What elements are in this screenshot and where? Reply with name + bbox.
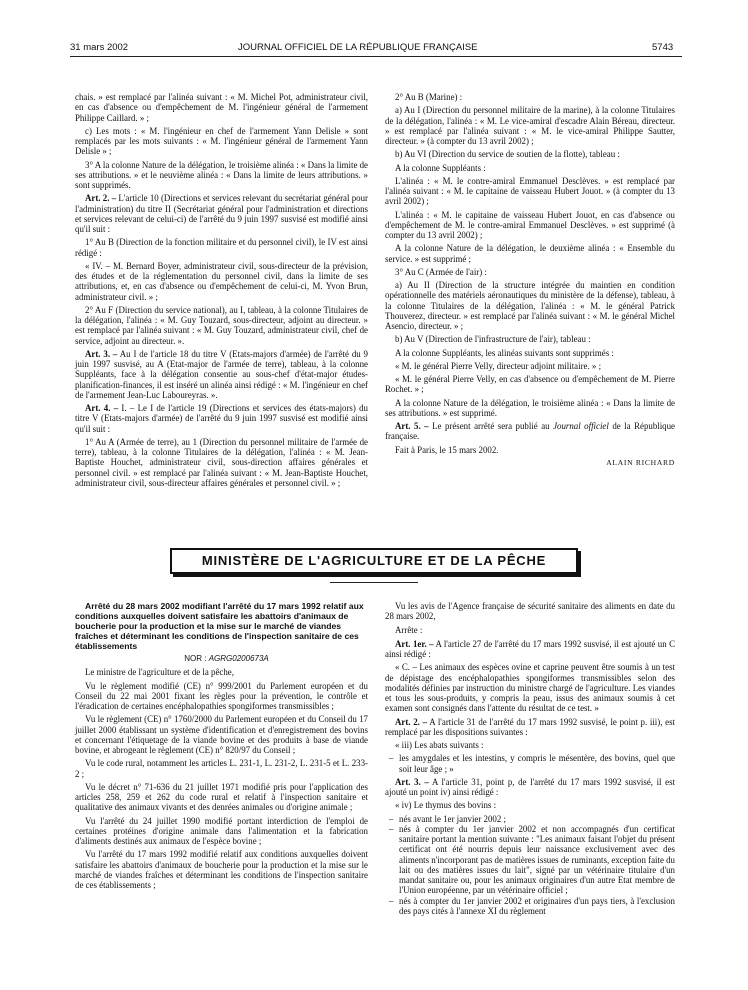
article-text: Au I de l'article 18 du titre V (Etats-majors d'armée) de l'arrêté du 9 juin 1997 susvisé, au A (Etat-major de l'armée de terre), tableau, à la colonne Suppléants, face à la délégation consentie au sous-chef d'état-major études-planification-finances, il est inséré un alinéa ainsi rédigé : « M. l'ingénieur en chef de l'armement Jean-Luc Laboureyras. ». [75,348,368,400]
paragraph: 3° Au C (Armée de l'air) : [395,266,487,277]
article-label: Art. 3. – [85,348,118,359]
paragraph: b) Au V (Direction de l'infrastructure de l'air), tableau : [395,334,591,345]
article-1 [385,639,675,660]
nor-code: AGRG0200673A [208,654,269,663]
article-text: A l'article 31 de l'arrêté du 17 mars 1992 susvisé, le point p. iii), est remplacé par les dispositions suivantes : [385,716,675,737]
article-2 [75,193,368,234]
page-header [0,42,748,56]
paragraph: c) Les mots : « M. l'ingénieur en chef de l'armement Yann Delisle » sont remplacés par les mots suivants : « M. l'ingénieur général de l'armement Yann Delisle » ; [75,125,368,157]
paragraph: Vu le règlement (CE) n° 1760/2000 du Parlement européen et du Conseil du 17 juillet 2000 établissant un système d'identification et d'enregistrement des bovins et concernant l'étiquetage de la viande bovine et des produits à base de viande bovine, et abrogeant le règlement (CE) n° 820/97 du Conseil ; [75,714,368,755]
paragraph: 1° Au B (Direction de la fonction militaire et du personnel civil), le IV est ainsi rédigé : [75,237,368,258]
paragraph: Vu l'arrêté du 24 juillet 1990 modifié portant interdiction de l'emploi de certaines protéines d'origine animale dans l'alimentation et la fabrication d'aliments destinés aux animaux de l'espèce bovine ; [75,815,368,846]
paragraph: chais. » est remplacé par l'alinéa suivant : « M. Michel Pot, administrateur civil, en cas d'absence ou d'empêchement de M. l'ingénieur général de l'armement Philippe Caillard. » ; [75,92,368,123]
header-date: 31 mars 2002 [70,42,129,53]
article-label: Art. 3. – [395,776,429,787]
right-column-top [385,92,675,471]
paragraph: « M. le général Pierre Velly, directeur adjoint militaire. » ; [395,360,602,371]
nor-label: NOR : [184,654,209,663]
paragraph: 3° A la colonne Nature de la délégation, le troisième alinéa : « Dans la limite de ses attributions. » et le neuvième alinéa : « Dans la limite de leurs attributions. » sont supprimés. [75,159,368,190]
paragraph: Vu le décret n° 71-636 du 21 juillet 1971 modifié pris pour l'application des articles 258, 259 et 262 du code rural et relatif à l'inspection sanitaire et qualitative des animaux vivants et des denrées animales ou d'origine animale ; [75,781,368,813]
article-3 [75,349,368,400]
left-column-top [75,92,368,491]
article-text: A l'article 31, point p, de l'arrêté du 17 mars 1992 susvisé, il est ajouté un point iv) ainsi rédigé : [385,776,675,797]
paragraph: A la colonne Suppléants, les alinéas suivants sont supprimés : [395,347,614,358]
paragraph: Vu l'arrêté du 17 mars 1992 modifié relatif aux conditions auxquelles doivent satisfaire les abattoirs d'animaux de boucherie pour la production et la mise sur le marché de viandes fraîches et déterminant les conditions de l'inspection sanitaire de ces établissements ; [75,849,368,890]
paragraph: Vu le règlement modifié (CE) n° 999/2001 du Parlement européen et du Conseil du 22 mai 2001 fixant les règles pour la prévention, le contrôle et l'éradication de certaines encéphalopathies spongiformes transmissibles ; [75,680,368,711]
article-label: Art. 1er. – [395,638,434,649]
article-5 [385,421,675,442]
journal-name: Journal officiel [553,421,609,431]
left-column-bottom [75,601,368,893]
paragraph: Le ministre de l'agriculture et de la pêche, [85,667,234,678]
paragraph: « C. – Les animaux des espèces ovine et caprine peuvent être soumis à un test de dépistage des encéphalopathies spongiformes transmissibles selon des modalités définies par instruction du ministre chargé de l'agriculture. Les viandes et tous les sous-produits, y compris la peau, issus des animaux soumis à cet examen sont consignés dans l'attente du résultat de ce test. » [385,662,675,714]
paragraph: a) Au II (Direction de la structure intégrée du maintien en condition opérationnelle des matériels aéronautiques du ministère de la défense), tableau, à la colonne Titulaires de la délégation, l'alinéa : « M. le général Patrick Thouverez, directeur. » est remplacé par l'alinéa suivant : « M. le général Michel Asencio, directeur. » ; [385,280,675,331]
article-3 [385,777,675,798]
paragraph: A la colonne Suppléants : [395,162,486,173]
paragraph: b) Au VI (Direction du service de soutien de la flotte), tableau : [395,149,620,160]
list-item: – nés avant le 1er janvier 2002 ; [387,814,675,824]
header-page-number: 5743 [652,42,674,53]
article-label: Art. 5. – [395,421,429,431]
header-rule [70,56,682,57]
paragraph: « iii) Les abats suivants : [395,740,484,750]
section-rule [330,582,418,583]
paragraph: L'alinéa : « M. le capitaine de vaisseau Hubert Jouot, en cas d'absence ou d'empêchement de M. le contre-amiral Emmanuel Desclèves. » est supprimé (à compter du 13 avril 2002) ; [385,209,675,240]
paragraph: 2° Au B (Marine) : [395,92,463,102]
signature: ALAIN RICHARD [606,457,675,467]
list-item: – nés à compter du 1er janvier 2002 et non accompagnés d'un certificat sanitaire portant la mention suivante : "Les animaux faisant l'objet du présent certificat ont été nourris depuis leur naissance exclusivement avec des aliments n'incorporant pas de matières issues de ruminants, exception faite du lait ou des matières issues du lait", signé par un vétérinaire titulaire d'un mandat sanitaire ou, pour les animaux originaires d'un autre Etat membre de l'Union européenne, par un vétérinaire officiel ; [387,824,675,896]
paragraph: Vu le code rural, notamment les articles L. 231-1, L. 231-2, L. 231-5 et L. 233-2 ; [75,758,368,779]
article-4 [75,403,368,434]
ministry-banner: MINISTÈRE DE L'AGRICULTURE ET DE LA PÊCHE [170,548,578,574]
list-item: – nés à compter du 1er janvier 2002 et originaires d'un pays tiers, à l'exclusion des pays cités à l'annexe XI du règlement [387,896,675,917]
article-label: Art. 2. – [395,716,428,727]
article-label: Art. 2. – [85,193,117,204]
header-journal-title: JOURNAL OFFICIEL DE LA RÉPUBLIQUE FRANÇAISE [238,42,478,53]
paragraph: a) Au I (Direction du personnel militaire de la marine), à la colonne Titulaires de la délégation, l'alinéa : « M. Le vice-amiral d'escadre Alain Béreau, directeur. » est remplacé par l'alinéa suivant : « M. le vice-amiral Philippe Sautter, directeur. » (à compter du 13 avril 2002) ; [385,105,675,146]
article-2 [385,717,675,738]
list [385,814,675,917]
paragraph: 1° Au A (Armée de terre), au 1 (Direction du personnel militaire de l'armée de terre), tableau, à la colonne Titulaires de la délégation, l'alinéa : « M. Jean-Baptiste Houchet, administrateur civil, sous-direction affaires générales et personnel civil. » est remplacé par l'alinéa suivant : « M. Jean-Baptiste Houchet, administrateur civil, sous-directeur affaires générales et personnel civil. » ; [75,436,368,488]
paragraph: « IV. – M. Bernard Boyer, administrateur civil, sous-directeur de la prévision, des études et de la réglementation du personnel civil, dans la limite de ses attributions, et, en cas d'absence ou d'empêchement de celui-ci, M. Yvon Brun, administrateur civil. » ; [75,260,368,302]
paragraph: « M. le général Pierre Velly, en cas d'absence ou d'empêchement de M. Pierre Rochet. » ; [385,374,675,395]
article-text: de la République française. [385,421,675,442]
article-label: Art. 4. – [85,403,119,413]
decree-title: Arrêté du 28 mars 2002 modifiant l'arrêté du 17 mars 1992 relatif aux conditions auxquelles doivent satisfaire les abattoirs d'animaux de boucherie pour la production et la mise sur le marché de viandes fraîches et déterminant les conditions de l'inspection sanitaire de ces établissements [75,601,364,651]
place-date: Fait à Paris, le 15 mars 2002. [395,444,499,455]
paragraph: Arrête : [395,624,423,635]
right-column-bottom [385,601,675,919]
article-text: I. – Le I de l'article 19 (Directions et services des états-majors) du titre V (Etats-majors d'armée) de l'arrêté du 9 juin 1997 susvisé est modifié ainsi qu'il suit : [75,403,368,434]
nor-reference [75,654,368,664]
paragraph: A la colonne Nature de la délégation, le deuxième alinéa : « Ensemble du service. » est supprimé ; [385,243,675,264]
paragraph: « iv) Le thymus des bovins : [395,800,497,811]
list [385,753,675,774]
paragraph: L'alinéa : « M. le contre-amiral Emmanuel Desclèves. » est remplacé par l'alinéa suivant : « M. le capitaine de vaisseau Hubert Jouot. » (à compter du 13 avril 2002) ; [385,175,675,207]
paragraph: A la colonne Nature de la délégation, le troisième alinéa : « Dans la limite de ses attributions. » est supprimé. [385,397,675,418]
list-item: – les amygdales et les intestins, y compris le mésentère, des bovins, quel que soit leur âge ; » [387,753,675,774]
article-text: Le présent arrêté sera publié au [428,421,554,431]
paragraph: 2° Au F (Direction du service national), au I, tableau, à la colonne Titulaires de la délégation, l'alinéa : « M. Guy Touzard, sous-directeur, adjoint au directeur. » est remplacé par l'alinéa suivant : « M. Guy Touzard, administrateur civil, chef de service, adjoint au directeur. ». [75,304,368,346]
paragraph: Vu les avis de l'Agence française de sécurité sanitaire des aliments en date du 28 mars 2002, [385,601,675,622]
article-text: A l'article 27 de l'arrêté du 17 mars 1992 susvisé, il est ajouté un C ainsi rédigé : [385,638,675,659]
article-text: L'article 10 (Directions et services relevant du secrétariat général pour l'administration) du titre II (Secrétariat général pour l'administration et directions et services relevant de celui-ci) de l'arrêté du 9 juin 1997 susvisé est modifié ainsi qu'il suit : [75,193,368,234]
